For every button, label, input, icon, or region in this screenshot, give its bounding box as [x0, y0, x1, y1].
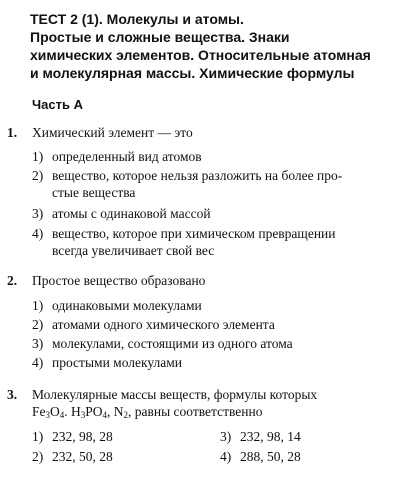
option-number: 3)	[32, 336, 44, 351]
option-text: вещество, которое нельзя разложить на более про-	[52, 168, 343, 183]
question-text: Химический элемент — это	[32, 125, 193, 140]
option-text-continued: стые вещества	[52, 185, 136, 200]
option-number: 4)	[32, 355, 44, 370]
option-number: 2)	[32, 317, 44, 332]
option-text: вещество, которое при химическом превращении	[52, 226, 336, 241]
question-number: 1.	[7, 125, 18, 140]
title-line-3: химических элементов. Относительные атомная	[30, 47, 371, 63]
option-text: 288, 50, 28	[240, 449, 301, 464]
option-number: 2)	[32, 449, 44, 464]
option-text: молекулами, состоящими из одного атома	[52, 336, 293, 351]
option-text: атомы с одинаковой массой	[52, 206, 211, 221]
option-text: одинаковыми молекулами	[52, 298, 202, 313]
option-text-continued: всегда увеличивает свой вес	[52, 243, 215, 258]
question-number: 3.	[7, 387, 18, 402]
question-formula-line	[32, 403, 404, 424]
title-line-1: ТЕСТ 2 (1). Молекулы и атомы.	[30, 11, 244, 27]
option-number: 1)	[32, 298, 44, 313]
option-text: 232, 50, 28	[52, 449, 113, 464]
formula-n2: , $N_2$	[107, 404, 129, 420]
option-number: 3)	[32, 206, 44, 221]
option-number: 1)	[32, 149, 44, 164]
title-line-2: Простые и сложные вещества. Знаки	[30, 29, 290, 45]
question-text: Молекулярные массы веществ, формулы которых	[32, 387, 318, 402]
option-text: определенный вид атомов	[52, 149, 202, 164]
option-text: 232, 98, 14	[240, 429, 301, 444]
option-number: 1)	[32, 429, 44, 444]
option-number: 4)	[220, 449, 232, 464]
test-title	[30, 10, 408, 82]
option-number: 2)	[32, 168, 44, 183]
option-text: 232, 98, 28	[52, 429, 113, 444]
part-label: Часть А	[32, 97, 83, 112]
formula-h3po4: . $H_3PO_4$	[64, 404, 108, 420]
option-text: простыми молекулами	[52, 355, 183, 370]
formula-fe3o4: $Fe_3O_4$	[32, 404, 65, 420]
option-number: 4)	[32, 226, 44, 241]
question-text: Простое вещество образовано	[32, 273, 206, 288]
formula-tail-text: , равны соответственно	[128, 404, 263, 419]
question-number: 2.	[7, 273, 18, 288]
option-number: 3)	[220, 429, 232, 444]
title-line-4: и молекулярная массы. Химические формулы	[30, 65, 355, 81]
option-text: атомами одного химического элемента	[52, 317, 275, 332]
